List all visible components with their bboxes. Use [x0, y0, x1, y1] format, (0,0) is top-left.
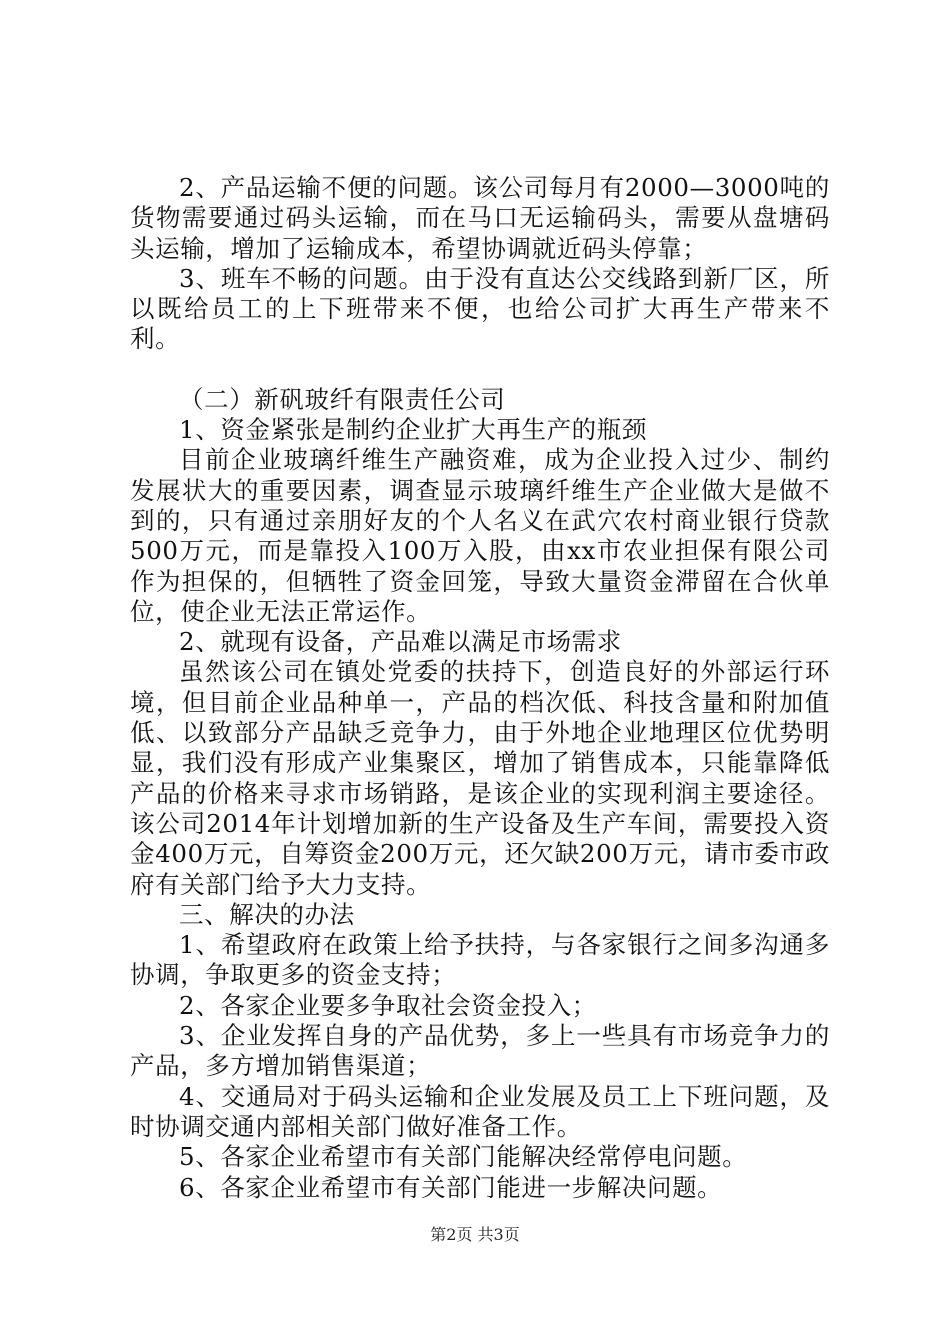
document-body — [130, 173, 830, 1203]
solution-item-3: 3、企业发挥自身的产品优势，多上一些具有市场竞争力的产品，多方增加销售渠道； — [130, 1021, 830, 1081]
paragraph-funding: 目前企业玻璃纤维生产融资难，成为企业投入过少、制约发展状大的重要因素，调查显示玻璃纤维生产企业做大是做不到的，只有通过亲朋好友的个人名义在武穴农村商业银行贷款500万元，而是靠投入100万入股，由xx市农业担保有限公司作为担保的，但牺牲了资金回笼，导致大量资金滞留在合伙单位，使企业无法正常运作。 — [130, 445, 830, 626]
paragraph-equipment: 虽然该公司在镇处党委的扶持下，创造良好的外部运行环境，但目前企业品种单一，产品的档次低、科技含量和附加值低、以致部分产品缺乏竞争力，由于外地企业地理区位优势明显，我们没有形成产业集聚区，增加了销售成本，只能靠降低产品的价格来寻求市场销路，是该企业的实现利润主要途径。该公司2014年计划增加新的生产设备及生产车间，需要投入资金400万元，自筹资金200万元，还欠缺200万元，请市委市政府有关部门给予大力支持。 — [130, 657, 830, 899]
section-heading-company: （二）新矾玻纤有限责任公司 — [179, 384, 506, 414]
solution-item-5: 5、各家企业希望市有关部门能解决经常停电问题。 — [179, 1142, 748, 1172]
paragraph-bus-issue: 3、班车不畅的问题。由于没有直达公交线路到新厂区，所以既给员工的上下班带来不便，也给公司扩大再生产带来不利。 — [130, 263, 830, 354]
solution-item-2: 2、各家企业要多争取社会资金投入； — [179, 990, 597, 1020]
subheading-funding: 1、资金紧张是制约企业扩大再生产的瓶颈 — [179, 415, 647, 445]
solution-item-4: 4、交通局对于码头运输和企业发展及员工上下班问题，及时协调交通内部相关部门做好准备工作。 — [130, 1081, 830, 1141]
page-number-footer: 第2页 共3页 — [430, 1225, 520, 1244]
subheading-equipment: 2、就现有设备，产品难以满足市场需求 — [179, 627, 622, 657]
section-heading-solutions: 三、解决的办法 — [179, 899, 355, 929]
solution-item-1: 1、希望政府在政策上给予扶持，与各家银行之间多沟通多协调，争取更多的资金支持； — [130, 930, 830, 990]
paragraph-transport-issue: 2、产品运输不便的问题。该公司每月有2000—3000吨的货物需要通过码头运输，而在马口无运输码头，需要从盘塘码头运输，增加了运输成本，希望协调就近码头停靠； — [130, 173, 830, 263]
solution-item-6: 6、各家企业希望市有关部门能进一步解决问题。 — [179, 1172, 723, 1202]
